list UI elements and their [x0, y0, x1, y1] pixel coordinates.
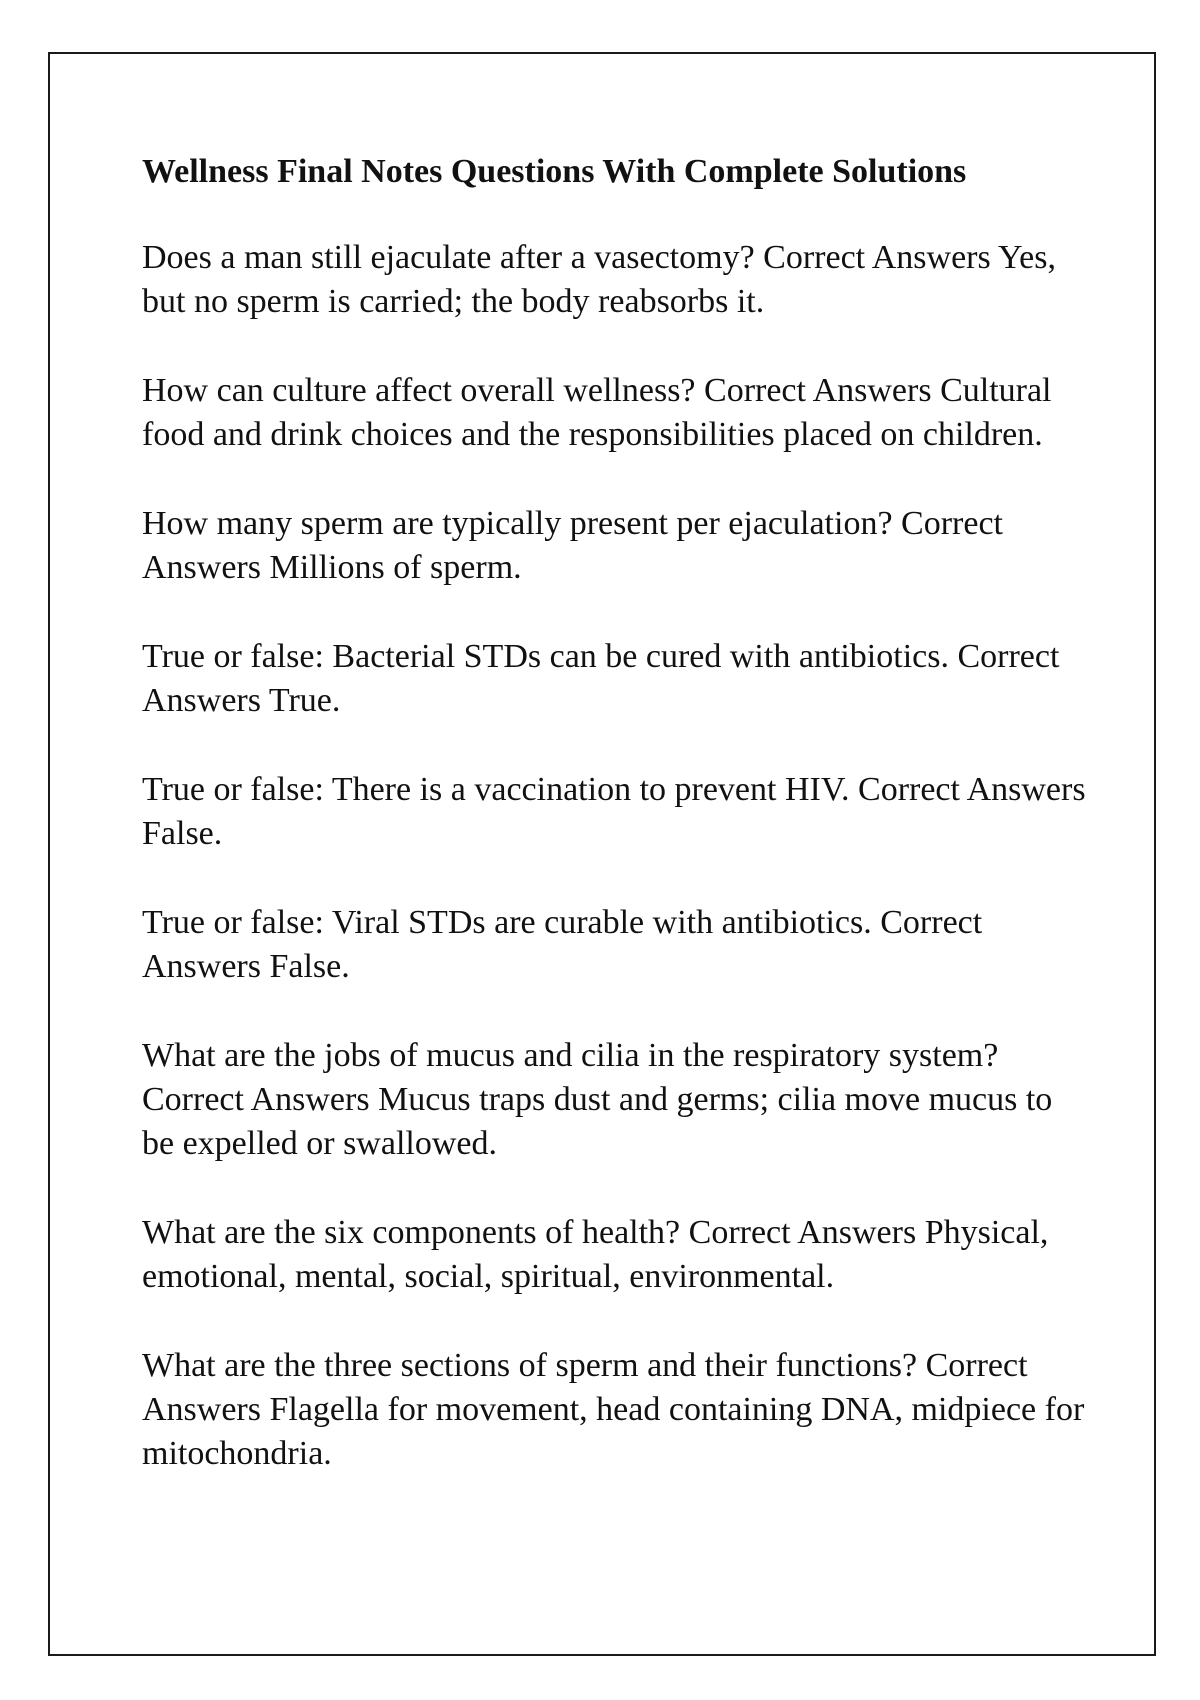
answer-text: False. — [142, 815, 223, 852]
qa-item — [142, 1344, 1092, 1476]
answer-text: Flagella for movement, head containing DNA, midpiece for mitochondria. — [142, 1391, 1093, 1472]
answer-label: Correct Answers — [763, 239, 991, 276]
answer-label: Correct Answers — [142, 1347, 1035, 1428]
qa-item — [142, 236, 1092, 324]
question-text: What are the three sections of sperm and their functions? — [142, 1347, 918, 1384]
answer-text: True. — [268, 682, 341, 719]
answer-text: Mucus traps dust and germs; cilia move mucus to be expelled or swallowed. — [142, 1081, 1061, 1162]
qa-item — [142, 635, 1092, 723]
question-text: True or false: Bacterial STDs can be cured with antibiotics. — [142, 638, 949, 675]
qa-item — [142, 901, 1092, 989]
qa-item — [142, 1211, 1092, 1299]
question-text: What are the six components of health? — [142, 1214, 681, 1251]
question-text: True or false: Viral STDs are curable with antibiotics. — [142, 904, 872, 941]
answer-label: Correct Answers — [858, 771, 1086, 808]
answer-label: Correct Answers — [142, 505, 1010, 586]
answer-label: Correct Answers — [688, 1214, 917, 1251]
document-body — [142, 150, 1092, 1521]
question-text: How many sperm are typically present per ejaculation? — [142, 505, 893, 542]
qa-item — [142, 1034, 1092, 1166]
document-title: Wellness Final Notes Questions With Complete Solutions — [142, 153, 967, 190]
qa-item — [142, 502, 1092, 590]
question-text: How can culture affect overall wellness? — [142, 372, 696, 409]
answer-label: Correct Answers — [142, 638, 1067, 719]
answer-text: Yes, but no sperm is carried; the body reabsorbs it. — [142, 239, 1065, 320]
question-text: Does a man still ejaculate after a vasectomy? — [142, 239, 755, 276]
qa-item — [142, 369, 1092, 457]
question-text: What are the jobs of mucus and cilia in the respiratory system? — [142, 1037, 999, 1074]
answer-text: Physical, emotional, mental, social, spiritual, environmental. — [142, 1214, 1057, 1295]
answer-label: Correct Answers — [142, 904, 989, 985]
answer-text: Millions of sperm. — [269, 549, 522, 586]
answer-label: Correct Answers — [142, 1081, 370, 1118]
question-text: True or false: There is a vaccination to prevent HIV. — [142, 771, 850, 808]
qa-item — [142, 768, 1092, 856]
answer-text: Cultural food and drink choices and the responsibilities placed on children. — [142, 372, 1061, 453]
answer-label: Correct Answers — [704, 372, 932, 409]
answer-text: False. — [269, 948, 350, 985]
